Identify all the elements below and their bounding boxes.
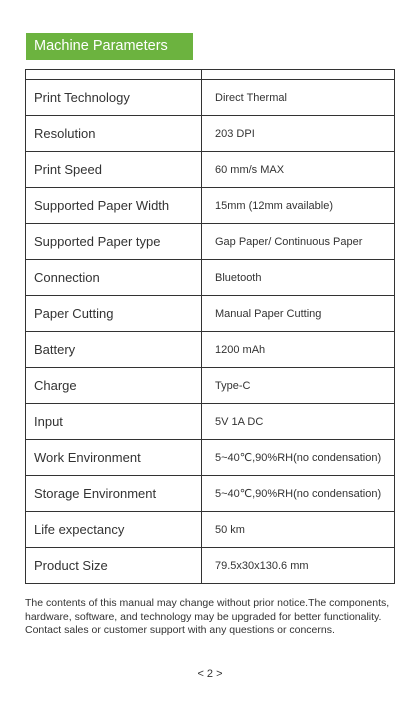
spec-label: Input bbox=[26, 404, 202, 440]
spec-label: Charge bbox=[26, 368, 202, 404]
spec-label: Storage Environment bbox=[26, 476, 202, 512]
spec-value: 5V 1A DC bbox=[202, 404, 395, 440]
spec-label: Connection bbox=[26, 260, 202, 296]
page-number: < 2 > bbox=[197, 668, 223, 680]
spacer-cell bbox=[26, 70, 202, 80]
spec-value: 79.5x30x130.6 mm bbox=[202, 548, 395, 584]
spec-value: 203 DPI bbox=[202, 116, 395, 152]
table-row bbox=[26, 512, 395, 548]
spec-value: 1200 mAh bbox=[202, 332, 395, 368]
table-top-spacer bbox=[26, 70, 395, 80]
table-row bbox=[26, 260, 395, 296]
spec-label: Battery bbox=[26, 332, 202, 368]
disclaimer-note: The contents of this manual may change without prior notice.The components, hardware, software, and technology may be upgraded for better functionality. Contact sales or customer support with any questions or concerns. bbox=[25, 597, 390, 636]
spec-value: Gap Paper/ Continuous Paper bbox=[202, 224, 395, 260]
table-row bbox=[26, 152, 395, 188]
spec-label: Resolution bbox=[26, 116, 202, 152]
table-row bbox=[26, 548, 395, 584]
table-row bbox=[26, 476, 395, 512]
spec-value: Direct Thermal bbox=[202, 80, 395, 116]
spec-value: 50 km bbox=[202, 512, 395, 548]
table-row bbox=[26, 296, 395, 332]
spec-value: 5~40℃,90%RH(no condensation) bbox=[202, 476, 395, 512]
spec-label: Paper Cutting bbox=[26, 296, 202, 332]
table-row bbox=[26, 404, 395, 440]
spec-label: Supported Paper Width bbox=[26, 188, 202, 224]
table-row bbox=[26, 188, 395, 224]
spacer-cell bbox=[202, 70, 395, 80]
spec-value: Type-C bbox=[202, 368, 395, 404]
spec-label: Print Technology bbox=[26, 80, 202, 116]
spec-label: Product Size bbox=[26, 548, 202, 584]
table-row bbox=[26, 368, 395, 404]
table-row bbox=[26, 116, 395, 152]
spec-label: Work Environment bbox=[26, 440, 202, 476]
table-row bbox=[26, 332, 395, 368]
section-title: Machine Parameters bbox=[26, 33, 193, 60]
specifications-table bbox=[25, 69, 395, 584]
spec-value: Bluetooth bbox=[202, 260, 395, 296]
spec-label: Life expectancy bbox=[26, 512, 202, 548]
spec-value: 60 mm/s MAX bbox=[202, 152, 395, 188]
table-row bbox=[26, 80, 395, 116]
spec-label: Print Speed bbox=[26, 152, 202, 188]
spec-value: Manual Paper Cutting bbox=[202, 296, 395, 332]
table-row bbox=[26, 440, 395, 476]
table-row bbox=[26, 224, 395, 260]
spec-label: Supported Paper type bbox=[26, 224, 202, 260]
spec-value: 15mm (12mm available) bbox=[202, 188, 395, 224]
spec-value: 5~40℃,90%RH(no condensation) bbox=[202, 440, 395, 476]
